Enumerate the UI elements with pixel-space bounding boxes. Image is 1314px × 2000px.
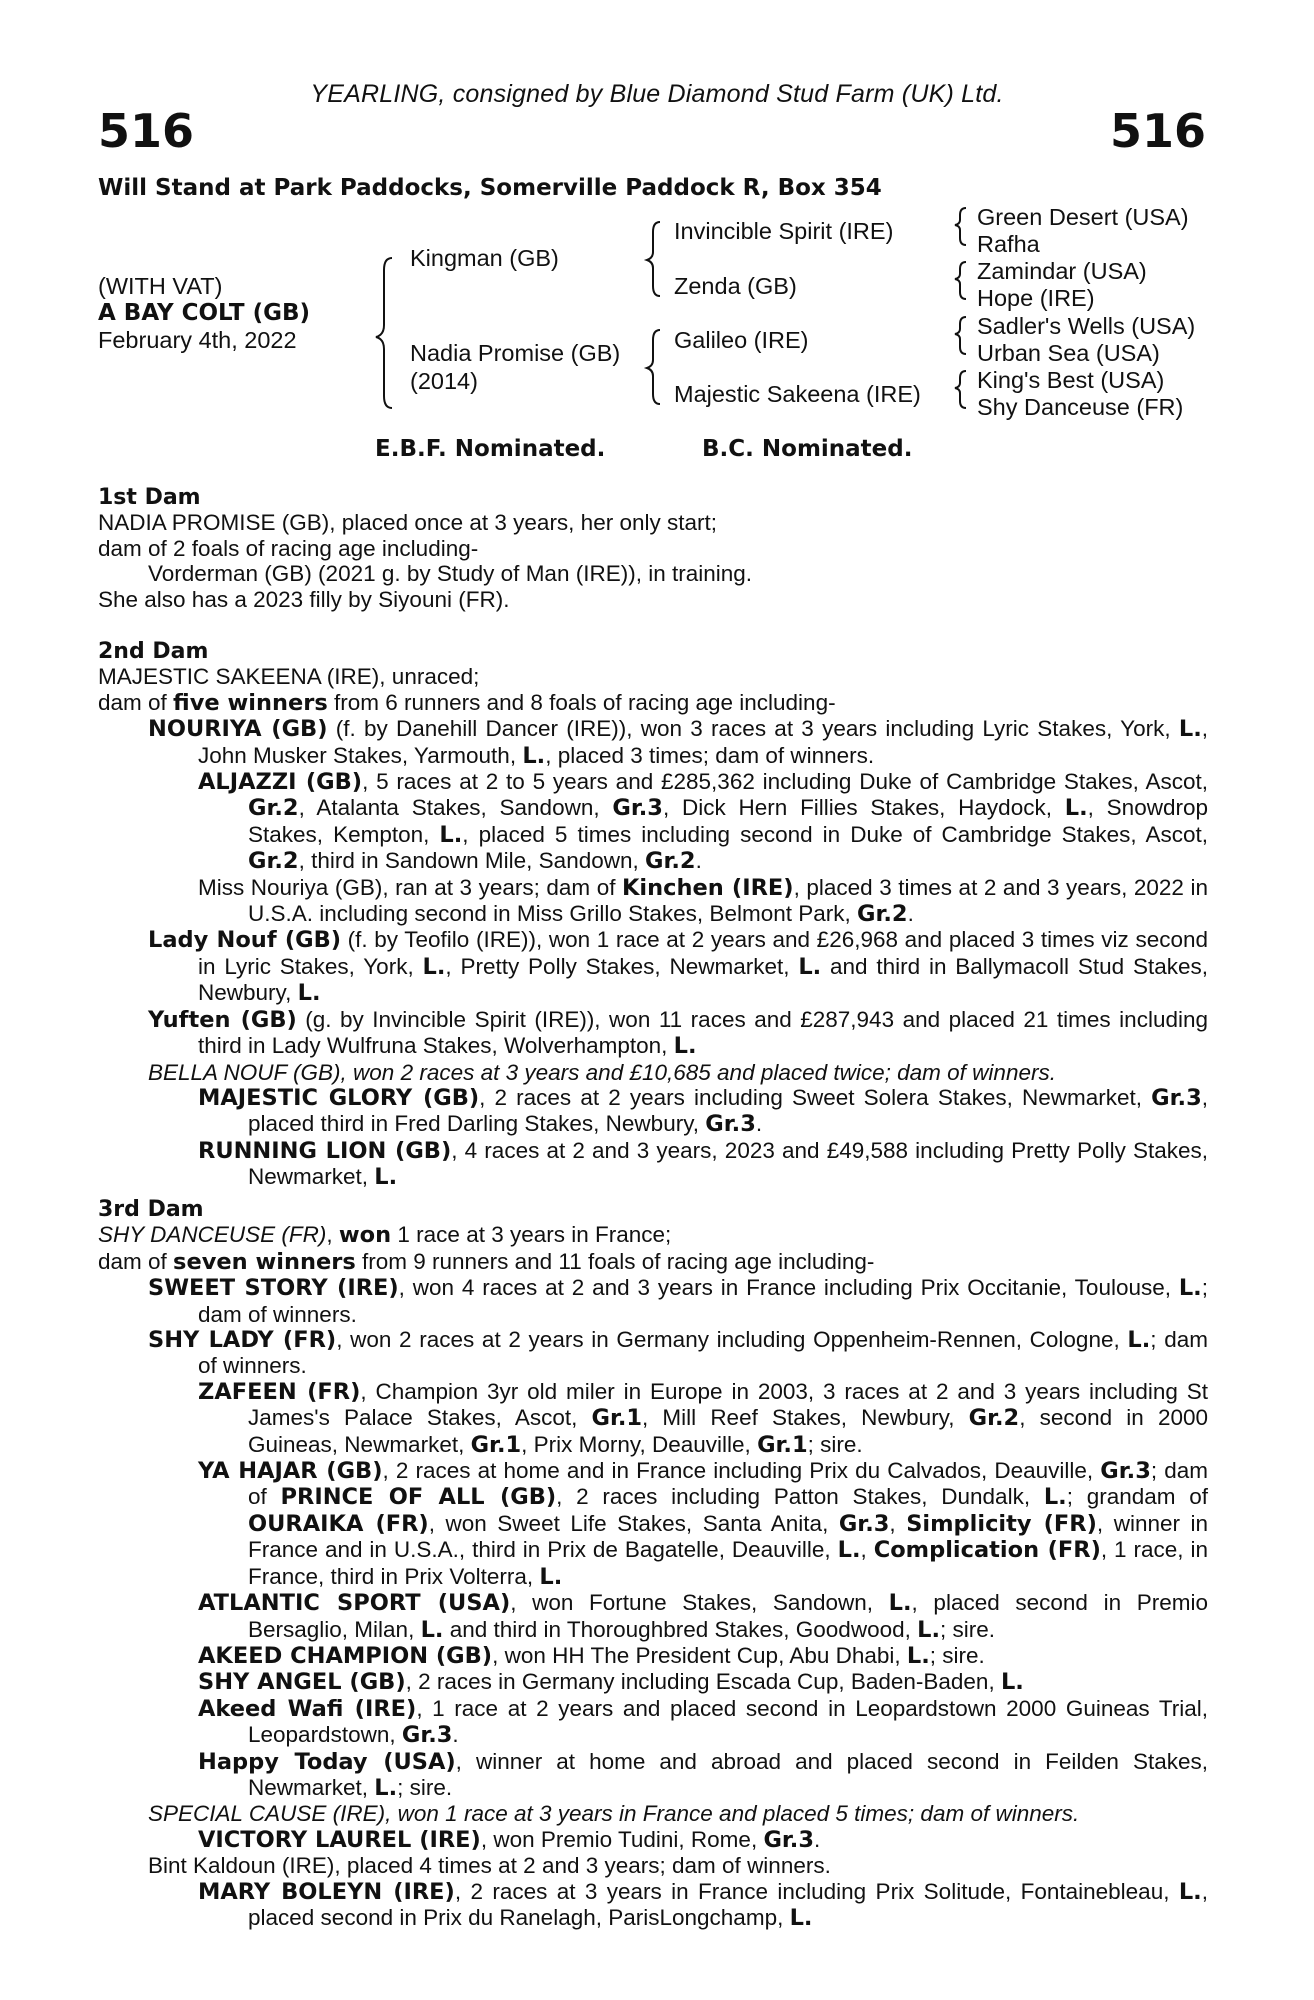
first-dam-section [98,485,1208,612]
ebf-nomination: E.B.F. Nominated. [375,436,606,462]
produce-entry: NOURIYA (GB) (f. by Danehill Dancer (IRE)), won 3 races at 3 years including Lyric Stakes, York, L., John Musker Stakes, Yarmouth, L., placed 3 times; dam of winners. [148,716,1209,769]
dam-name: Nadia Promise (GB) [410,340,621,366]
ancestor-4: Hope (IRE) [977,285,1095,311]
third-dam-heading: 3rd Dam [98,1197,204,1222]
produce-entry: ATLANTIC SPORT (USA), won Fortune Stakes, Sandown, L., placed second in Premio Bersaglio, Milan, L. and third in Thoroughbred Stakes, Goodwood, L.; sire. [198,1590,1208,1643]
lot-number-right: 516 [1109,104,1206,158]
sire-name: Kingman (GB) [410,245,559,271]
produce-entry: AKEED CHAMPION (GB), won HH The President Cup, Abu Dhabi, L.; sire. [198,1642,985,1669]
bracket-dam [647,330,660,404]
produce-entry: VICTORY LAUREL (IRE), won Premio Tudini, Rome, Gr.3. [198,1826,821,1853]
produce-entry: MARY BOLEYN (IRE), 2 races at 3 years in France including Prix Solitude, Fontainebleau, L., placed second in Prix du Ranelagh, ParisLongchamp, L. [198,1878,1208,1931]
second-dam-line: dam of five winners from 6 runners and 8 foals of racing age including- [98,689,836,716]
sire-sire: Invincible Spirit (IRE) [674,218,894,244]
second-dam-section [98,639,1208,1191]
second-dam-line: MAJESTIC SAKEENA (IRE), unraced; [98,664,480,690]
ancestor-1: Green Desert (USA) [977,204,1189,230]
ancestor-7: King's Best (USA) [977,367,1165,393]
produce-entry: Akeed Wafi (IRE), 1 race at 2 years and placed second in Leopardstown 2000 Guineas Trial, Leopardstown, Gr.3. [198,1695,1208,1749]
first-dam-foal: Vorderman (GB) (2021 g. by Study of Man (IRE)), in training. [148,561,753,587]
produce-entry: YA HAJAR (GB), 2 races at home and in France including Prix du Calvados, Deauville, Gr.3; dam of PRINCE OF ALL (GB), 2 races including Patton Stakes, Dundalk, L.; grandam of OURAIKA (FR), won Sweet Life Stakes, Santa Anita, Gr.3, Simplicity (FR), winner in France and in U.S.A., third in Prix de Bagatelle, Deauville, L., Complication (FR), 1 race, in France, third in Prix Volterra, L. [198,1458,1209,1590]
bracket-g3 [955,317,966,354]
bracket-g4 [955,371,966,408]
produce-entry: Bint Kaldoun (IRE), placed 4 times at 2 and 3 years; dam of winners. [148,1853,831,1879]
produce-entry: BELLA NOUF (GB), won 2 races at 3 years and £10,685 and placed twice; dam of winners. [148,1059,1056,1085]
produce-entry: SWEET STORY (IRE), won 4 races at 2 and 3 years in France including Prix Occitanie, Toulouse, L.; dam of winners. [148,1275,1208,1327]
third-dam-line: dam of seven winners from 9 runners and 11 foals of racing age including- [98,1248,875,1275]
ancestor-3: Zamindar (USA) [977,258,1147,284]
dam-dam: Majestic Sakeena (IRE) [674,381,921,407]
ancestor-6: Urban Sea (USA) [977,340,1160,366]
third-dam-line: SHY DANCEUSE (FR), won 1 race at 3 years in France; [98,1222,672,1249]
dam-sire: Galileo (IRE) [674,327,809,353]
produce-entry: Yuften (GB) (g. by Invincible Spirit (IRE)), won 11 races and £287,943 and placed 21 times including third in Lady Wulfruna Stakes, Wolverhampton, L. [148,1006,1208,1060]
dam-year: (2014) [410,368,478,394]
bracket-sire [647,222,660,296]
first-dam-line: She also has a 2023 filly by Siyouni (FR). [98,586,510,612]
consignor-line: YEARLING, consigned by Blue Diamond Stud Farm (UK) Ltd. [310,80,1004,108]
produce-entry: ALJAZZI (GB), 5 races at 2 to 5 years and £285,362 including Duke of Cambridge Stakes, Ascot, Gr.2, Atalanta Stakes, Sandown, Gr.3, Dick Hern Fillies Stakes, Haydock, L., Snowdrop Stakes, Kempton, L., placed 5 times including second in Duke of Cambridge Stakes, Ascot, Gr.2, third in Sandown Mile, Sandown, Gr.2. [198,769,1208,875]
horse-name: A BAY COLT (GB) [98,300,311,326]
produce-entry: SHY ANGEL (GB), 2 races in Germany including Escada Cup, Baden-Baden, L. [198,1669,1024,1696]
bracket-g2 [955,262,966,299]
produce-entry: Lady Nouf (GB) (f. by Teofilo (IRE)), won 1 race at 2 years and £26,968 and placed 3 times viz second in Lyric Stakes, York, L., Pretty Polly Stakes, Newmarket, L. and third in Ballymacoll Stud Stakes, Newbury, L. [148,927,1208,1007]
third-dam-section [98,1197,1208,1931]
bracket-g1 [955,208,966,245]
vat-note: (WITH VAT) [98,273,223,299]
produce-entry: SPECIAL CAUSE (IRE), won 1 race at 3 years in France and placed 5 times; dam of winners. [148,1801,1080,1827]
bc-nomination: B.C. Nominated. [702,436,913,462]
produce-entry: Happy Today (USA), winner at home and abroad and placed second in Feilden Stakes, Newmarket, L.; sire. [198,1748,1208,1801]
ancestor-2: Rafha [977,231,1040,257]
pedigree-brackets [0,0,1314,450]
produce-entry: RUNNING LION (GB), 4 races at 2 and 3 years, 2023 and £49,588 including Pretty Polly Stakes, Newmarket, L. [198,1137,1209,1191]
produce-entry: MAJESTIC GLORY (GB), 2 races at 2 years including Sweet Solera Stakes, Newmarket, Gr.3, placed third in Fred Darling Stakes, Newbury, Gr.3. [198,1084,1208,1138]
stand-location: Will Stand at Park Paddocks, Somerville Paddock R, Box 354 [98,175,882,201]
ancestor-5: Sadler's Wells (USA) [977,313,1196,339]
produce-entry: Miss Nouriya (GB), ran at 3 years; dam of Kinchen (IRE), placed 3 times at 2 and 3 years, 2022 in U.S.A. including second in Miss Grillo Stakes, Belmont Park, Gr.2. [198,874,1208,928]
horse-dob: February 4th, 2022 [98,327,297,353]
first-dam-heading: 1st Dam [98,485,201,510]
ancestor-8: Shy Danceuse (FR) [977,394,1184,420]
lot-number-left: 516 [98,104,195,158]
first-dam-line: dam of 2 foals of racing age including- [98,535,479,561]
first-dam-line: NADIA PROMISE (GB), placed once at 3 years, her only start; [98,510,717,536]
produce-entry: SHY LADY (FR), won 2 races at 2 years in Germany including Oppenheim-Rennen, Cologne, L.; dam of winners. [148,1327,1208,1379]
second-dam-heading: 2nd Dam [98,639,209,664]
produce-entry: ZAFEEN (FR), Champion 3yr old miler in Europe in 2003, 3 races at 2 and 3 years including St James's Palace Stakes, Ascot, Gr.1, Mill Reef Stakes, Newbury, Gr.2, second in 2000 Guineas, Newmarket, Gr.1, Prix Morny, Deauville, Gr.1; sire. [198,1378,1209,1458]
sire-dam: Zenda (GB) [674,273,797,299]
bracket-horse [376,258,392,408]
